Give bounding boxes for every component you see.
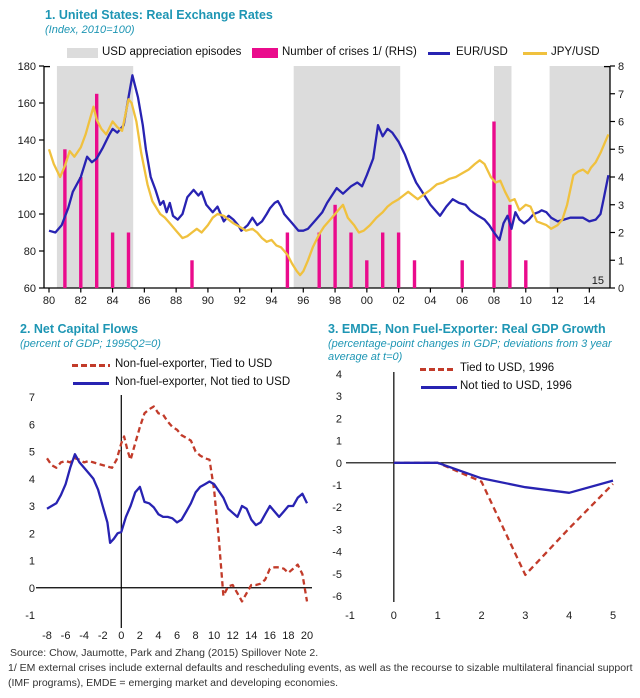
svg-text:1: 1 — [434, 610, 441, 622]
svg-text:82: 82 — [74, 295, 87, 307]
svg-text:0: 0 — [118, 630, 125, 642]
svg-text:80: 80 — [42, 295, 56, 307]
svg-text:2: 2 — [478, 610, 485, 622]
svg-text:12: 12 — [551, 295, 564, 307]
svg-text:84: 84 — [106, 295, 119, 307]
svg-text:0: 0 — [390, 610, 397, 622]
svg-text:4: 4 — [155, 630, 162, 642]
svg-text:20: 20 — [300, 630, 314, 642]
footnote: 1/ EM external crises include external defaults and rescheduling events, as well as the recourse to sizable multilateral financial support (IMF programs), EMDE = emerging market and developing economies. — [8, 662, 633, 689]
svg-text:12: 12 — [226, 630, 239, 642]
panel2-subtitle: (percent of GDP; 1995Q2=0) — [20, 338, 161, 350]
svg-text:-6: -6 — [60, 630, 71, 642]
svg-text:-1: -1 — [332, 480, 342, 492]
tied-1996-dash-swatch — [420, 368, 454, 371]
svg-text:-6: -6 — [332, 591, 342, 603]
svg-text:4: 4 — [566, 610, 573, 622]
svg-text:00: 00 — [360, 295, 373, 307]
svg-text:3: 3 — [618, 199, 625, 212]
svg-text:-4: -4 — [332, 546, 342, 559]
svg-text:-1: -1 — [25, 610, 35, 622]
svg-text:2: 2 — [28, 528, 35, 541]
svg-text:4: 4 — [335, 369, 342, 381]
svg-text:2: 2 — [618, 227, 625, 240]
panel2-title: 2. Net Capital Flows — [20, 322, 139, 336]
legend-label-crises: Number of crises 1/ (RHS) — [282, 46, 417, 58]
svg-text:10: 10 — [208, 630, 221, 642]
svg-text:6: 6 — [173, 630, 181, 642]
svg-text:8: 8 — [192, 630, 199, 642]
svg-text:-2: -2 — [97, 630, 108, 642]
panel3-title: 3. EMDE, Non Fuel-Exporter: Real GDP Growth — [328, 322, 606, 336]
svg-text:-3: -3 — [332, 524, 342, 537]
svg-text:0: 0 — [335, 457, 342, 470]
svg-text:08: 08 — [487, 295, 501, 307]
svg-text:06: 06 — [456, 295, 469, 307]
nottied-line-swatch — [73, 382, 109, 385]
svg-text:4: 4 — [618, 172, 625, 184]
svg-text:5: 5 — [28, 446, 35, 459]
svg-text:14: 14 — [583, 295, 596, 307]
svg-text:1: 1 — [28, 555, 35, 568]
jpy-line-swatch — [523, 52, 547, 55]
svg-text:90: 90 — [201, 295, 215, 307]
svg-text:4: 4 — [28, 473, 35, 486]
legend-label-jpy: JPY/USD — [551, 46, 600, 58]
svg-text:3: 3 — [28, 501, 35, 513]
eur-line-swatch — [428, 52, 450, 55]
svg-text:8: 8 — [618, 61, 625, 73]
svg-text:5: 5 — [618, 144, 625, 157]
svg-text:18: 18 — [282, 630, 295, 642]
legend-label-usd-appreciation: USD appreciation episodes — [102, 46, 242, 58]
svg-text:14: 14 — [245, 630, 258, 642]
svg-text:-5: -5 — [332, 568, 342, 581]
svg-text:-8: -8 — [42, 630, 52, 642]
svg-text:7: 7 — [28, 392, 35, 404]
svg-text:6: 6 — [618, 116, 625, 129]
emde-gdp-growth-chart — [320, 362, 640, 644]
svg-text:-4: -4 — [79, 630, 90, 642]
svg-text:1: 1 — [335, 435, 342, 448]
nottied-1996-line-swatch — [421, 386, 457, 389]
svg-text:3: 3 — [335, 391, 342, 404]
svg-text:2: 2 — [136, 630, 143, 642]
svg-text:0: 0 — [28, 582, 35, 595]
svg-text:15: 15 — [591, 275, 604, 287]
real-exchange-rates-chart — [0, 60, 640, 312]
svg-text:7: 7 — [618, 88, 625, 101]
svg-text:80: 80 — [23, 246, 36, 258]
svg-text:94: 94 — [265, 295, 278, 307]
crisis-bar-swatch — [252, 48, 278, 58]
svg-text:02: 02 — [392, 295, 405, 307]
svg-text:16: 16 — [263, 630, 276, 642]
svg-text:120: 120 — [17, 172, 36, 184]
svg-text:1: 1 — [618, 255, 625, 268]
panel3-subtitle: (percentage-point changes in GDP; deviations from 3 year average at t=0) — [328, 338, 612, 363]
svg-text:86: 86 — [138, 295, 151, 307]
svg-text:180: 180 — [17, 61, 36, 73]
svg-text:88: 88 — [170, 295, 183, 307]
source-line: Source: Chow, Jaumotte, Park and Zhang (2015) Spillover Note 2. — [10, 647, 319, 659]
svg-text:5: 5 — [609, 610, 617, 622]
panel1-title: 1. United States: Real Exchange Rates — [45, 8, 273, 22]
svg-text:140: 140 — [17, 135, 36, 147]
legend-label-eur: EUR/USD — [456, 46, 508, 58]
svg-text:0: 0 — [618, 283, 625, 295]
svg-text:-2: -2 — [332, 502, 342, 515]
svg-text:3: 3 — [522, 610, 529, 622]
tied-dash-swatch — [72, 364, 110, 367]
svg-text:92: 92 — [233, 295, 246, 307]
usd-appreciation-band-swatch — [67, 48, 98, 58]
svg-text:6: 6 — [28, 419, 35, 432]
svg-text:60: 60 — [23, 283, 36, 295]
svg-text:-1: -1 — [345, 610, 355, 622]
svg-text:2: 2 — [335, 413, 342, 426]
legend-label-nottied: Non-fuel-exporter, Not tied to USD — [115, 376, 291, 388]
svg-text:10: 10 — [519, 295, 532, 307]
svg-text:96: 96 — [297, 295, 310, 307]
svg-text:100: 100 — [17, 209, 36, 221]
panel1-subtitle: (Index, 2010=100) — [45, 24, 135, 36]
net-capital-flows-chart — [0, 388, 322, 650]
svg-text:98: 98 — [328, 295, 342, 307]
svg-text:04: 04 — [424, 295, 437, 307]
legend-label-tied: Non-fuel-exporter, Tied to USD — [115, 358, 273, 370]
legend-label-nottied-1996: Not tied to USD, 1996 — [460, 380, 572, 392]
svg-text:160: 160 — [17, 98, 36, 110]
legend-label-tied-1996: Tied to USD, 1996 — [460, 362, 555, 374]
